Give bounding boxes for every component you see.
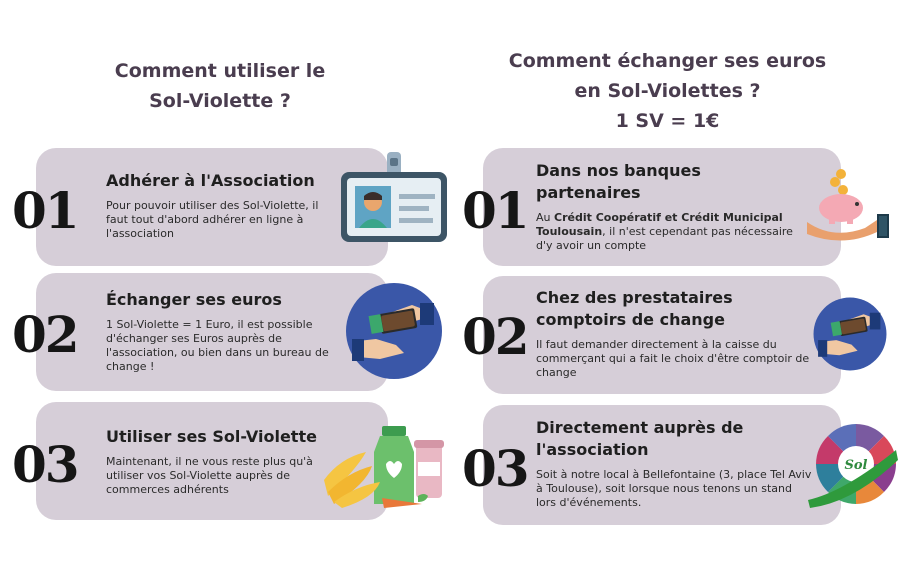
left-card-3-number: 03	[12, 435, 78, 494]
right-title-line2: en Sol-Violettes ?	[574, 80, 761, 102]
right-card-1-text-bold: Crédit Coopératif et Crédit Municipal Toulousain	[536, 211, 783, 238]
right-card-3-title: Directement auprès de l'association	[536, 418, 744, 459]
left-card-3-title: Utiliser ses Sol-Violette	[106, 427, 317, 446]
right-title-line1: Comment échanger ses euros	[508, 50, 827, 72]
left-card-2-text: 1 Sol-Violette = 1 Euro, il est possible d'échanger ses Euros auprès de l'association, ou bien dans un bureau de change !	[106, 318, 329, 373]
right-card-1-title: Dans nos banques partenaires	[536, 161, 701, 202]
left-card-2-number: 02	[12, 305, 78, 364]
left-card-3-text: Maintenant, il ne vous reste plus qu'à utiliser vos Sol-Violette auprès de commerces adhérents	[106, 455, 313, 496]
money-exchange-icon-2	[812, 296, 888, 372]
money-exchange-icon	[344, 281, 444, 381]
right-card-1-text-prefix: Au	[536, 211, 554, 224]
right-card-1-number: 01	[462, 181, 528, 240]
left-card-1-title: Adhérer à l'Association	[106, 171, 315, 190]
right-card-3-text: Soit à notre local à Bellefontaine (3, place Tel Aviv à Toulouse), soit lorsque nous tenons un stand lors d'événements.	[536, 468, 812, 509]
right-card-2-text: Il faut demander directement à la caisse du commerçant qui a fait le choix d'être comptoir de change	[536, 338, 810, 379]
left-card-1-text: Pour pouvoir utiliser des Sol-Violette, il faut tout d'abord adhérer en ligne à l'association	[106, 199, 319, 240]
left-card-2-title: Échanger ses euros	[106, 290, 282, 309]
left-title-line2: Sol-Violette ?	[149, 90, 291, 112]
left-title-line1: Comment utiliser le	[114, 60, 326, 82]
right-card-2-title: Chez des prestataires comptoirs de change	[536, 288, 733, 329]
sol-logo-text: Sol	[844, 458, 868, 473]
piggy-bank-icon	[803, 168, 895, 242]
right-column-title	[480, 46, 855, 136]
left-column-title	[95, 56, 345, 116]
right-card-1-text-suffix: , il n'est cependant pas nécessaire d'y avoir un compte	[536, 225, 793, 252]
sol-violette-logo	[804, 420, 900, 512]
id-badge-icon	[337, 150, 449, 246]
right-card-1-text	[536, 211, 806, 253]
right-title-line3: 1 SV = 1€	[615, 110, 720, 132]
left-card-1-number: 01	[12, 181, 78, 240]
right-card-2-number: 02	[462, 307, 528, 366]
groceries-icon	[322, 418, 450, 510]
right-card-3-number: 03	[462, 439, 528, 498]
